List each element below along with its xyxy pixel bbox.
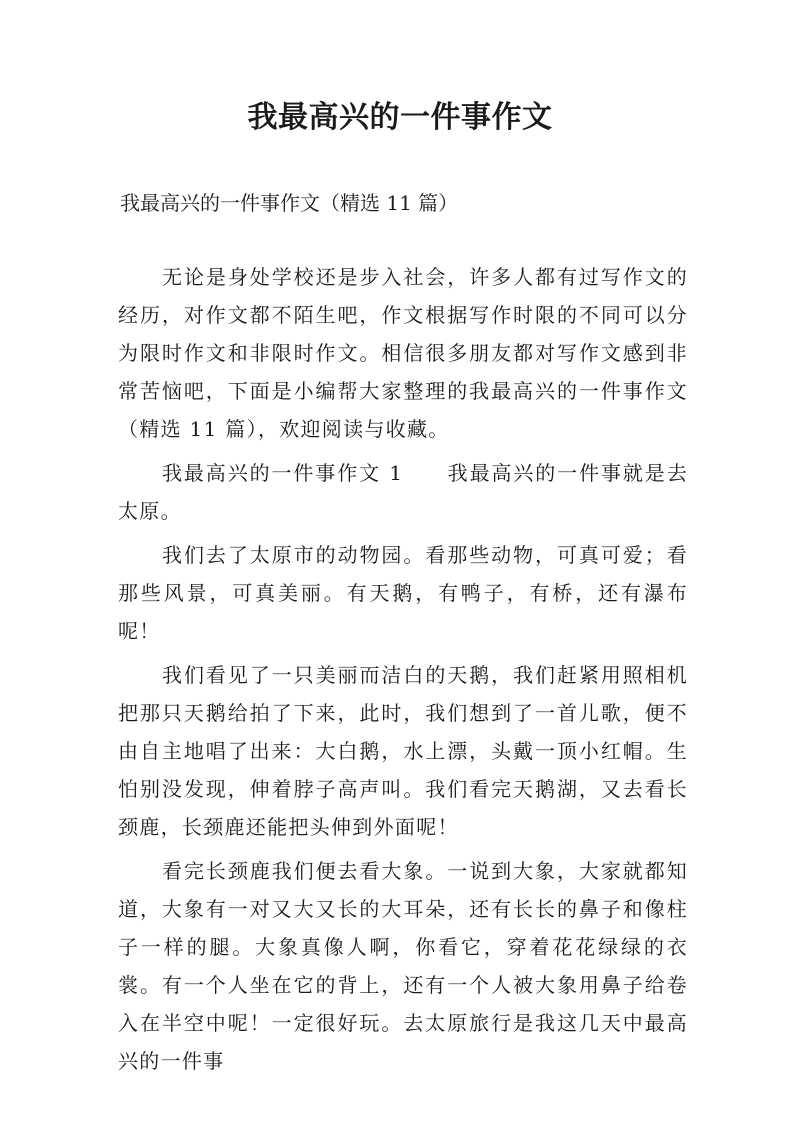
paragraph-essay-heading: 我最高兴的一件事作文 1 我最高兴的一件事就是去太原。 bbox=[118, 461, 688, 523]
paragraph-elephant: 看完长颈鹿我们便去看大象。一说到大象，大家就都知道，大象有一对又大又长的大耳朵，还有长长的鼻子和像柱子一样的腿。大象真像人啊，你看它，穿着花花绿绿的衣裳。有一个人坐在它的背上，还有一个人被大象用鼻子给卷入在半空中呢！一定很好玩。去太原旅行是我这几天中最高兴的一件事 bbox=[118, 859, 688, 1073]
document-body bbox=[118, 258, 688, 1086]
document-title: 我最高兴的一件事作文 bbox=[247, 100, 553, 135]
paragraph-swan: 我们看见了一只美丽而洁白的天鹅，我们赶紧用照相机把那只天鹅给拍了下来，此时，我们想到了一首儿歌，便不由自主地唱了出来：大白鹅，水上漂，头戴一顶小红帽。生怕别没发现，伸着脖子高声叫。我们看完天鹅湖，又去看长颈鹿，长颈鹿还能把头伸到外面呢！ bbox=[118, 663, 688, 839]
paragraph-intro: 无论是身处学校还是步入社会，许多人都有过写作文的经历，对作文都不陌生吧，作文根据写作时限的不同可以分为限时作文和非限时作文。相信很多朋友都对写作文感到非常苦恼吧，下面是小编帮大家整理的我最高兴的一件事作文（精选 11 篇），欢迎阅读与收藏。 bbox=[118, 265, 688, 441]
paragraph-zoo: 我们去了太原市的动物园。看那些动物，可真可爱；看那些风景，可真美丽。有天鹅，有鸭子，有桥，还有瀑布呢！ bbox=[118, 543, 688, 643]
document-subtitle: 我最高兴的一件事作文（精选 11 篇） bbox=[120, 191, 459, 215]
